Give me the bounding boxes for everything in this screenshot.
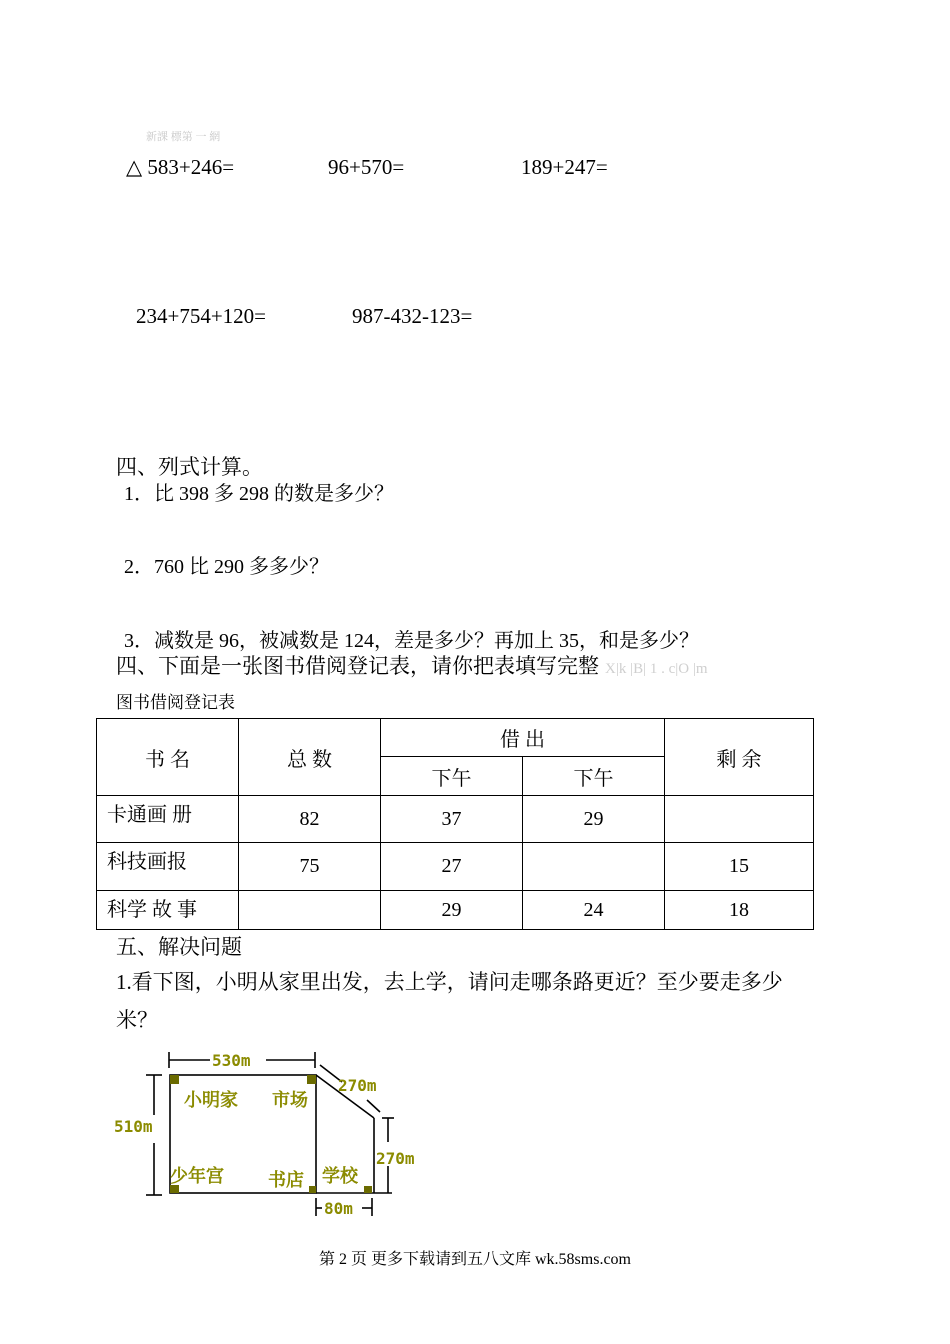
home-marker: [170, 1075, 179, 1084]
section-heading-text: 四、下面是一张图书借阅登记表，请你把表填写完整: [116, 654, 599, 678]
place-school: 学校: [322, 1166, 358, 1187]
header-borrowed: 借 出: [381, 719, 665, 757]
header-watermark: 新課 標第 一 網: [146, 131, 221, 143]
section-heading: 四、列式计算。: [116, 455, 263, 479]
page-footer: 第 2 页 更多下载请到五八文库 wk.58sms.com: [318, 1251, 631, 1268]
book-borrowed-1: 27: [381, 843, 523, 891]
table-title: 图书借阅登记表: [116, 693, 235, 712]
book-borrowed-1: 29: [381, 891, 523, 930]
header-afternoon: 下午: [381, 757, 523, 796]
problem-text: 米？: [116, 1008, 158, 1032]
book-borrowed-1: 37: [381, 796, 523, 843]
distance-label-right: 270m: [376, 1149, 415, 1168]
header-afternoon: 下午: [523, 757, 665, 796]
table-row: [97, 891, 814, 930]
table-row: [97, 843, 814, 891]
school-marker: [364, 1186, 372, 1193]
question: 1．比 398 多 298 的数是多少？: [124, 483, 394, 505]
calc-item: △ 583+246=: [126, 155, 235, 179]
book-name: 卡通画 册: [97, 796, 239, 843]
distance-label-bottom: 80m: [324, 1199, 353, 1218]
calc-item: 234+754+120=: [136, 304, 267, 328]
question: 3．减数是 96，被减数是 124，差是多少？再加上 35，和是多少？: [124, 630, 699, 652]
distance-label-diagonal: 270m: [338, 1076, 377, 1095]
book-remaining: [665, 796, 814, 843]
bookstore-marker: [309, 1186, 316, 1193]
place-bookstore: 书店: [268, 1170, 304, 1191]
market-marker: [307, 1075, 316, 1084]
book-name: 科技画报: [97, 843, 239, 891]
section-heading: 五、解决问题: [116, 935, 242, 959]
calc-item: 189+247=: [521, 155, 608, 179]
problem-text: 1.看下图，小明从家里出发，去上学，请问走哪条路更近？至少要走多少: [116, 970, 783, 994]
book-total: [239, 891, 381, 930]
borrow-register-table: [96, 718, 814, 930]
route-map: [110, 1040, 430, 1225]
section-heading: [116, 650, 708, 680]
book-total: 75: [239, 843, 381, 891]
book-borrowed-2: 24: [523, 891, 665, 930]
header-name: 书 名: [97, 719, 239, 796]
header-remaining: 剩 余: [665, 719, 814, 796]
calc-item: 987-432-123=: [352, 304, 473, 328]
distance-label-left: 510m: [114, 1117, 153, 1136]
watermark-text: X|k |B| 1 . c|O |m: [605, 661, 708, 677]
book-remaining: 18: [665, 891, 814, 930]
book-borrowed-2: 29: [523, 796, 665, 843]
place-home: 小明家: [184, 1090, 238, 1111]
header-total: 总 数: [239, 719, 381, 796]
book-name: 科学 故 事: [97, 891, 239, 930]
calc-item: 96+570=: [328, 155, 405, 179]
distance-label-top: 530m: [212, 1051, 251, 1070]
place-market: 市场: [272, 1090, 308, 1111]
place-youth-palace: 少年宫: [170, 1166, 224, 1187]
book-borrowed-2: [523, 843, 665, 891]
book-remaining: 15: [665, 843, 814, 891]
question: 2．760 比 290 多多少？: [124, 556, 329, 578]
table-row: [97, 796, 814, 843]
book-total: 82: [239, 796, 381, 843]
